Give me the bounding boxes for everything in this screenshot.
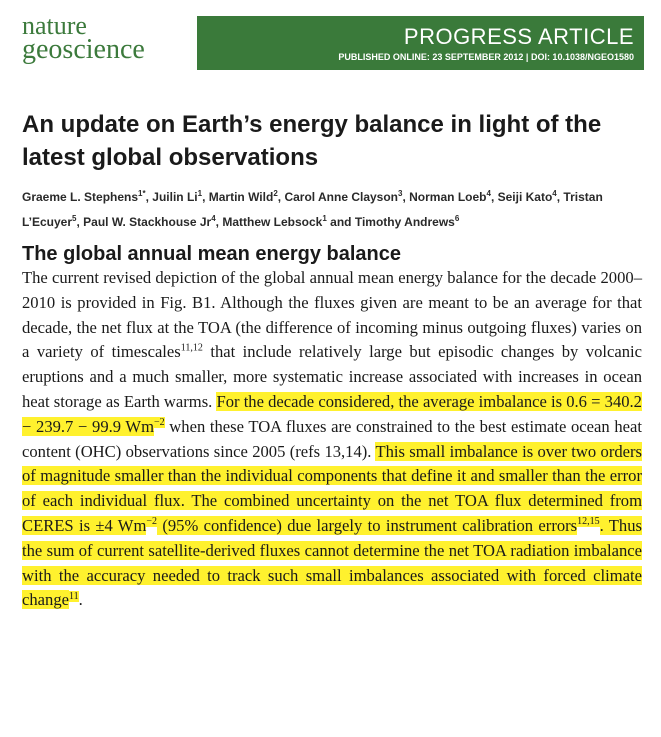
author-affiliation: 6 [454, 214, 460, 223]
author-name: Carol Anne Clayson [284, 190, 399, 204]
logo-line-geoscience: geoscience [22, 34, 145, 65]
author-affiliation: 4 [211, 214, 216, 223]
article-type: PROGRESS ARTICLE [403, 24, 634, 49]
text-run: The current revised depiction of the global annual mean energy balance for the decade 2000–2010 is provided in Fig. B1. Although the fluxes given are meant to be an average for that decade, the net flux at the TOA (the difference of incoming minus outgoing fluxes) varies on a variety of timescales [22, 268, 642, 362]
reference-superscript: 12,15 [577, 516, 600, 528]
body-paragraph [22, 266, 642, 613]
article-type-banner [197, 16, 644, 70]
reference-superscript: 11,12 [180, 342, 203, 354]
author-affiliation: 4 [552, 189, 557, 198]
author-affiliation: 1 [322, 214, 327, 223]
author-list: Graeme L. Stephens$^{1*}$, Juilin Li$^1$, Martin Wild$^2$, Carol Anne Clayson$^3$, Norman Loeb$^4$, Seiji Kato$^4$, Tristan L’Ecuyer$^5$, Paul W. Stackhouse Jr$^4$, Matthew Lebsock$^1$ and Timothy Andrews$^6$ [22, 189, 603, 229]
highlighted-text: For the decade considered, the average imbalance is 0.6 = 340.2 − 239.7 − 99.9 Wm [22, 391, 642, 436]
text-run: that include relatively large but episodic changes by volcanic eruptions and a much smaller, more systematic increase associated with increases in ocean heat storage as Earth warms. [22, 342, 642, 411]
author-name: Tristan L’Ecuyer [22, 190, 603, 229]
author-name: Timothy Andrews [354, 215, 455, 229]
journal-logo [22, 11, 194, 70]
highlighted-text: This small imbalance is over two orders of magnitude smaller than the individual components that define it and smaller than the error of each individual flux. The combined uncertainty on the net TOA flux determined from CERES is ±4 Wm [22, 441, 642, 535]
author-name: Graeme L. Stephens [22, 190, 139, 204]
unit-superscript: −2 [146, 516, 157, 528]
article-title: An update on Earth’s energy balance in light of the latest global observations [22, 111, 602, 171]
publication-meta: PUBLISHED ONLINE: 23 SEPTEMBER 2012 | DOI: 10.1038/NGEO1580 [338, 52, 634, 62]
reference-superscript: 11 [69, 590, 79, 602]
highlighted-text: . Thus the sum of current satellite-derived fluxes cannot determine the net TOA radiation imbalance with the accuracy needed to track such small imbalances associated with forced climate change [22, 515, 642, 610]
author-affiliation: 4 [486, 189, 491, 198]
unit-superscript: −2 [154, 417, 165, 429]
text-run: when these TOA fluxes are constrained to the best estimate ocean heat content (OHC) observations since 2005 (refs 13,14). [22, 416, 642, 461]
author-name: Norman Loeb [409, 190, 487, 204]
logo-line-nature: nature [22, 11, 87, 40]
highlighted-text: (95% confidence) due largely to instrument calibration errors [157, 515, 578, 535]
author-affiliation: 5 [72, 214, 77, 223]
author-affiliation: 2 [273, 189, 278, 198]
text-run: . [78, 590, 83, 610]
author-name: Paul W. Stackhouse Jr [83, 215, 212, 229]
author-affiliation: 3 [398, 189, 403, 198]
author-affiliation: 1* [138, 189, 146, 198]
author-name: Matthew Lebsock [222, 215, 323, 229]
author-name: Martin Wild [208, 190, 274, 204]
author-affiliation: 1 [197, 189, 203, 198]
journal-header [0, 0, 661, 70]
section-heading: The global annual mean energy balance [22, 243, 401, 265]
author-name: Juilin Li [152, 190, 198, 204]
author-name: Seiji Kato [497, 190, 553, 204]
